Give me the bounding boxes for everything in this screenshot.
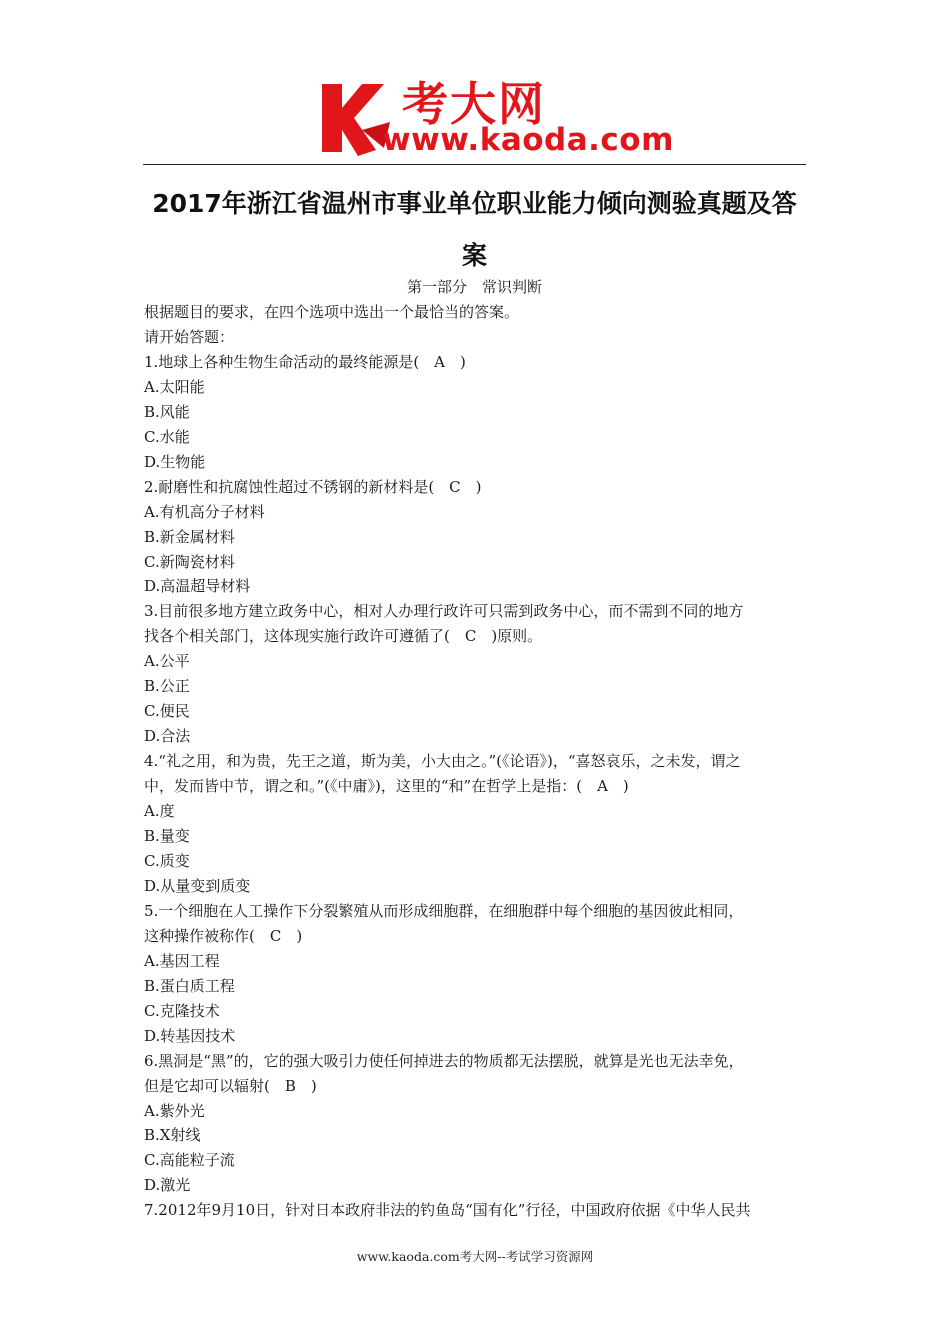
text-line: A.度	[144, 802, 175, 821]
text-line: C.便民	[144, 702, 190, 721]
header-divider	[143, 164, 806, 165]
text-line: B.X射线	[144, 1126, 201, 1145]
text-line: 2.耐磨性和抗腐蚀性超过不锈钢的新材料是( C )	[144, 477, 482, 496]
brand-name: 考大网	[402, 77, 546, 131]
text-line: 找各个相关部门，这体现实施行政许可遵循了( C )原则。	[144, 627, 543, 646]
text-line: A.基因工程	[144, 951, 220, 970]
text-line: D.生物能	[144, 452, 206, 471]
text-line: 根据题目的要求，在四个选项中选出一个最恰当的答案。	[144, 303, 520, 321]
text-line: A.公平	[144, 652, 190, 671]
text-line: B.公正	[144, 677, 190, 696]
document-title	[143, 178, 806, 282]
text-line: 7.2012年9月10日，针对日本政府非法的钓鱼岛“国有化”行径，中国政府依据《中华人民共	[144, 1201, 751, 1220]
text-line: 中，发而皆中节，谓之和。”(《中庸》)，这里的“和”在哲学上是指：( A )	[144, 777, 629, 796]
text-line: 这种操作被称作( C )	[144, 926, 303, 945]
text-line: A.太阳能	[144, 377, 205, 396]
section-heading: 第一部分 常识判断	[406, 278, 542, 296]
title-line-1: 2017年浙江省温州市事业单位职业能力倾向测验真题及答	[152, 189, 797, 218]
text-line: B.蛋白质工程	[144, 976, 235, 995]
text-line: 3.目前很多地方建立政务中心，相对人办理行政许可只需到政务中心，而不需到不同的地方	[144, 602, 744, 621]
text-line: C.新陶瓷材料	[144, 552, 235, 571]
text-line: D.高温超导材料	[144, 577, 251, 596]
text-line: B.量变	[144, 827, 190, 846]
text-line: A.紫外光	[144, 1101, 205, 1120]
text-line: C.克隆技术	[144, 1001, 220, 1020]
text-line: B.新金属材料	[144, 527, 235, 546]
page-footer: www.kaoda.com考大网--考试学习资源网	[356, 1249, 594, 1264]
brand-url: www.kaoda.com	[382, 122, 674, 158]
text-line: D.激光	[144, 1176, 191, 1195]
text-line: 4.“礼之用，和为贵，先王之道，斯为美，小大由之。”(《论语》)，“喜怒哀乐，之未发，谓之	[144, 752, 741, 771]
title-line-2: 案	[461, 241, 487, 270]
text-line: D.合法	[144, 727, 191, 746]
text-line: 1.地球上各种生物生命活动的最终能源是( A )	[144, 352, 466, 371]
text-line: B.风能	[144, 402, 190, 421]
text-line: 6.黑洞是“黑”的，它的强大吸引力使任何掉进去的物质都无法摆脱，就算是光也无法幸免，	[144, 1051, 744, 1070]
text-line: C.质变	[144, 851, 190, 870]
text-line: C.高能粒子流	[144, 1151, 235, 1170]
text-line: A.有机高分子材料	[144, 502, 265, 521]
text-line: D.转基因技术	[144, 1026, 236, 1045]
text-line: C.水能	[144, 427, 190, 446]
text-line: D.从量变到质变	[144, 876, 251, 895]
question-body	[144, 300, 810, 1223]
text-line: 5.一个细胞在人工操作下分裂繁殖从而形成细胞群，在细胞群中每个细胞的基因彼此相同，	[144, 901, 744, 920]
kaoda-logo	[318, 74, 674, 162]
text-line: 但是它却可以辐射( B )	[144, 1076, 317, 1095]
text-line: 请开始答题：	[144, 327, 235, 346]
